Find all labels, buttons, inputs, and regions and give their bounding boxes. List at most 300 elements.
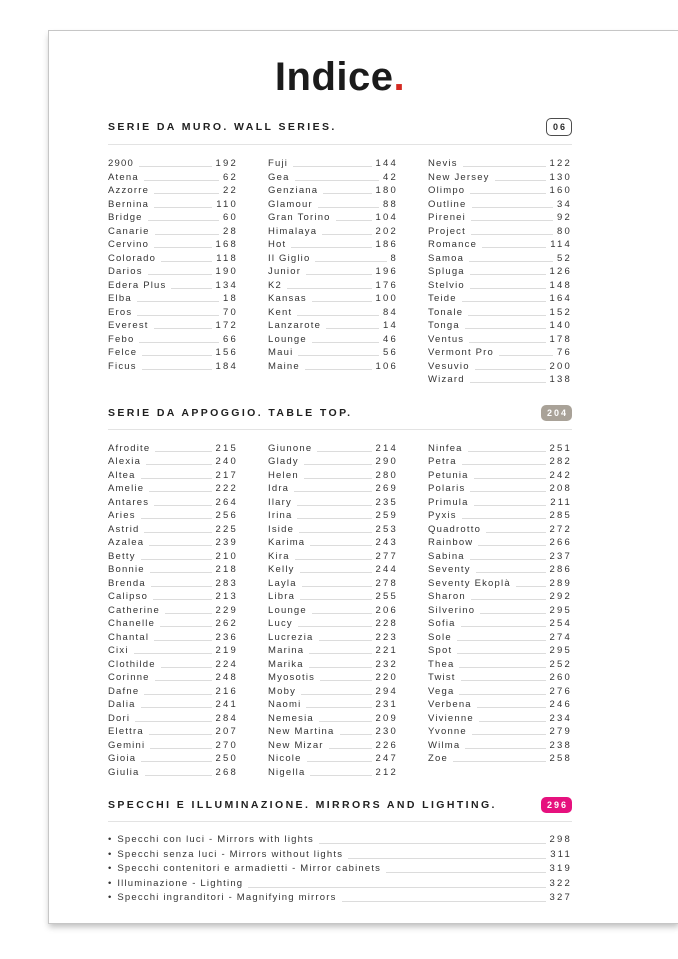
entry-name: Aries — [108, 510, 136, 521]
section-header — [108, 797, 572, 813]
dotted-leader — [301, 694, 372, 695]
dotted-leader — [298, 626, 372, 627]
bullet-icon: • — [108, 848, 112, 860]
entry-columns — [108, 157, 572, 387]
entry-page-number: 126 — [549, 266, 572, 277]
entry-name: Astrid — [108, 523, 140, 535]
dotted-leader — [306, 274, 371, 275]
entry-name: Giunone — [268, 442, 313, 454]
dotted-leader — [248, 887, 545, 888]
dotted-leader — [137, 301, 219, 302]
index-entry — [108, 469, 238, 483]
entry-page-number: 56 — [383, 347, 398, 358]
index-entry — [268, 455, 398, 469]
entry-page-number: 176 — [375, 279, 398, 291]
entry-name: Samoa — [428, 252, 465, 264]
entry-name: Alexia — [108, 456, 142, 467]
section-header — [108, 405, 572, 421]
dotted-leader — [309, 667, 372, 668]
dotted-leader — [468, 451, 546, 452]
index-entry — [108, 225, 238, 239]
index-entry — [268, 766, 398, 780]
dotted-leader — [145, 775, 212, 776]
entry-name: Lanzarote — [268, 320, 322, 331]
entry-name: Helen — [268, 469, 299, 481]
index-entry — [108, 862, 572, 877]
dotted-leader — [149, 491, 211, 492]
index-entry — [108, 550, 238, 564]
entry-name: Wilma — [428, 739, 461, 751]
entry-name: Silverino — [428, 604, 476, 616]
section-title: SPECCHI E ILLUMINAZIONE. MIRRORS AND LIGHTING. — [108, 799, 497, 811]
entry-page-number: 122 — [549, 158, 572, 169]
index-entry — [268, 306, 398, 320]
index-entry — [428, 563, 572, 577]
dotted-leader — [459, 667, 545, 668]
index-entry — [108, 346, 238, 360]
index-entry — [108, 536, 238, 550]
index-entry — [108, 279, 238, 293]
entry-name: Darios — [108, 266, 143, 277]
index-entry — [428, 292, 572, 306]
entry-page-number: 110 — [216, 198, 238, 210]
index-entry — [268, 319, 398, 333]
entry-page-number: 172 — [215, 320, 238, 331]
entry-page-number: 231 — [375, 699, 398, 710]
entry-name: Pirenei — [428, 212, 466, 223]
entry-name: Everest — [108, 320, 149, 331]
dotted-leader — [478, 545, 545, 546]
section-page-badge: 06 — [546, 118, 572, 136]
index-entry — [268, 739, 398, 753]
entry-page-number: 290 — [375, 456, 398, 467]
dotted-leader — [474, 505, 547, 506]
entry-name: Specchi con luci - Mirrors with lights — [117, 834, 314, 845]
dotted-leader — [479, 721, 546, 722]
dotted-leader — [462, 518, 546, 519]
index-entry — [428, 590, 572, 604]
entry-name: Twist — [428, 672, 456, 683]
entry-name: Olimpo — [428, 185, 466, 196]
entry-page-number: 42 — [383, 171, 398, 183]
dotted-leader — [144, 532, 211, 533]
entry-page-number: 243 — [375, 537, 398, 548]
index-entry — [268, 469, 398, 483]
index-entry — [108, 739, 238, 753]
index-entry — [428, 333, 572, 347]
index-entry — [108, 265, 238, 279]
index-entry — [268, 496, 398, 510]
entry-page-number: 210 — [215, 550, 238, 562]
entry-page-number: 229 — [215, 604, 238, 616]
entry-name: Ilary — [268, 496, 292, 508]
entry-name: Vivienne — [428, 712, 474, 724]
entry-name: Amelie — [108, 483, 145, 494]
dotted-leader — [155, 234, 219, 235]
entry-page-number: 219 — [215, 645, 238, 656]
entry-name: New Mizar — [268, 739, 324, 751]
entry-list — [108, 833, 572, 906]
dotted-leader — [137, 315, 219, 316]
entry-page-number: 14 — [383, 320, 398, 331]
dotted-leader — [148, 274, 212, 275]
entry-name: Junior — [268, 266, 302, 277]
entry-name: Catherine — [108, 604, 160, 616]
index-entry — [108, 577, 238, 591]
index-entry — [108, 319, 238, 333]
dotted-leader — [300, 599, 371, 600]
entry-page-number: 134 — [215, 279, 238, 291]
index-entry — [428, 482, 572, 496]
entry-page-number: 209 — [375, 712, 398, 724]
entry-page-number: 240 — [215, 456, 238, 467]
entry-page-number: 274 — [549, 631, 572, 643]
dotted-leader — [453, 761, 546, 762]
entry-name: Moby — [268, 685, 297, 697]
entry-page-number: 144 — [375, 158, 398, 169]
index-entry — [268, 442, 398, 456]
index-entry — [268, 698, 398, 712]
entry-name: Kansas — [268, 293, 307, 304]
entry-page-number: 322 — [549, 877, 572, 889]
entry-name: Dafne — [108, 685, 140, 697]
entry-page-number: 214 — [375, 442, 398, 454]
entry-page-number: 211 — [550, 496, 572, 508]
dotted-leader — [139, 342, 219, 343]
dotted-leader — [336, 220, 372, 221]
entry-name: Sabina — [428, 550, 465, 562]
entry-page-number: 285 — [549, 510, 572, 521]
index-entry — [428, 319, 572, 333]
index-entry — [428, 658, 572, 672]
entry-page-number: 238 — [549, 739, 572, 751]
dotted-leader — [295, 559, 372, 560]
dotted-leader — [469, 261, 553, 262]
entry-name: Dori — [108, 712, 131, 724]
entry-name: Glamour — [268, 198, 313, 210]
entry-page-number: 258 — [549, 753, 572, 764]
entry-name: New Martina — [268, 726, 335, 737]
index-entry — [428, 455, 572, 469]
dotted-leader — [300, 572, 372, 573]
entry-name: Primula — [428, 496, 469, 508]
entry-page-number: 298 — [549, 834, 572, 845]
entry-name: Vesuvio — [428, 360, 470, 372]
index-entry — [428, 469, 572, 483]
entry-name: Teide — [428, 293, 457, 304]
index-entry — [108, 877, 572, 892]
entry-name: Naomi — [268, 699, 302, 710]
header-rule — [108, 429, 572, 430]
index-entry — [108, 157, 238, 171]
dotted-leader — [463, 166, 546, 167]
entry-name: Febo — [108, 333, 135, 345]
index-entry — [268, 644, 398, 658]
entry-page-number: 190 — [215, 266, 238, 277]
dotted-leader — [469, 342, 545, 343]
entry-page-number: 252 — [549, 658, 572, 670]
dotted-leader — [322, 234, 371, 235]
index-entry — [428, 279, 572, 293]
entry-name: Nevis — [428, 158, 458, 169]
entry-page-number: 92 — [557, 212, 572, 223]
entry-page-number: 235 — [375, 496, 398, 508]
entry-name: Wizard — [428, 374, 465, 385]
entry-page-number: 8 — [390, 252, 398, 264]
dotted-leader — [165, 613, 212, 614]
entry-page-number: 148 — [549, 279, 572, 291]
dotted-leader — [291, 247, 371, 248]
index-entry — [268, 685, 398, 699]
entry-name: Elettra — [108, 726, 144, 737]
bullet-icon: • — [108, 834, 112, 845]
index-entry — [428, 184, 572, 198]
dotted-leader — [309, 653, 371, 654]
dotted-leader — [465, 748, 545, 749]
index-entry — [108, 306, 238, 320]
entry-name: Dalia — [108, 699, 136, 710]
bullet-icon: • — [108, 863, 112, 875]
entry-page-number: 246 — [549, 699, 572, 710]
index-entry — [428, 265, 572, 279]
dotted-leader — [149, 545, 211, 546]
index-entry — [108, 482, 238, 496]
entry-name: Lucrezia — [268, 631, 314, 643]
dotted-leader — [470, 382, 546, 383]
entry-name: Rainbow — [428, 537, 474, 548]
entry-name: Betty — [108, 550, 136, 562]
entry-page-number: 277 — [375, 550, 398, 562]
entry-page-number: 76 — [557, 347, 572, 358]
index-entry — [268, 631, 398, 645]
entry-name: Azalea — [108, 537, 145, 548]
dotted-leader — [150, 748, 211, 749]
entry-page-number: 152 — [549, 306, 572, 318]
index-entry — [428, 157, 572, 171]
entry-name: Petra — [428, 456, 457, 467]
index-entry — [268, 346, 398, 360]
entry-page-number: 218 — [215, 564, 238, 575]
index-entry — [428, 752, 572, 766]
entry-name: Edera Plus — [108, 279, 167, 291]
index-entry — [108, 766, 238, 780]
dotted-leader — [472, 734, 546, 735]
index-entry — [108, 752, 238, 766]
index-entry — [108, 685, 238, 699]
dotted-leader — [495, 180, 546, 181]
index-entry — [268, 577, 398, 591]
entry-page-number: 206 — [375, 604, 398, 616]
dotted-leader — [386, 872, 545, 873]
index-entry — [108, 509, 238, 523]
entry-page-number: 66 — [223, 333, 238, 345]
dotted-leader — [299, 532, 371, 533]
dotted-leader — [317, 451, 371, 452]
index-entry — [268, 725, 398, 739]
entry-page-number: 256 — [215, 510, 238, 521]
dotted-leader — [312, 613, 372, 614]
entry-name: Outline — [428, 198, 467, 210]
entry-name: Kelly — [268, 564, 295, 575]
entry-name: Kira — [268, 550, 290, 562]
entry-name: Bridge — [108, 212, 143, 223]
entry-page-number: 254 — [549, 618, 572, 629]
index-entry — [268, 523, 398, 537]
entry-page-number: 319 — [549, 863, 572, 875]
dotted-leader — [468, 315, 545, 316]
entry-name: Cixi — [108, 645, 129, 656]
dotted-leader — [142, 355, 211, 356]
entry-page-number: 327 — [549, 892, 572, 904]
entry-name: Zoe — [428, 753, 448, 764]
entry-page-number: 130 — [549, 171, 572, 183]
entry-page-number: 212 — [375, 766, 398, 778]
dotted-leader — [155, 680, 212, 681]
index-entry — [108, 292, 238, 306]
index-entry — [428, 617, 572, 631]
index-entry — [268, 252, 398, 266]
index-entry — [428, 685, 572, 699]
entry-page-number: 251 — [549, 442, 572, 454]
entry-page-number: 220 — [375, 672, 398, 683]
index-entry — [268, 563, 398, 577]
index-entry — [428, 346, 572, 360]
entry-column — [108, 442, 238, 780]
index-entry — [108, 848, 572, 863]
dotted-leader — [304, 478, 372, 479]
entry-column — [268, 157, 398, 387]
index-entry — [108, 617, 238, 631]
dotted-leader — [471, 599, 546, 600]
index-entry — [428, 238, 572, 252]
index-entry — [108, 631, 238, 645]
bullet-icon: • — [108, 892, 112, 904]
entry-page-number: 208 — [549, 483, 572, 494]
entry-name: Chantal — [108, 631, 150, 643]
index-entry — [268, 238, 398, 252]
dotted-leader — [470, 288, 546, 289]
entry-name: Verbena — [428, 699, 472, 710]
entry-page-number: 242 — [549, 469, 572, 481]
index-entry — [108, 604, 238, 618]
entry-name: Bernina — [108, 198, 150, 210]
dotted-leader — [171, 288, 211, 289]
dotted-leader — [329, 748, 372, 749]
index-entry — [108, 238, 238, 252]
dotted-leader — [477, 707, 546, 708]
entry-page-number: 234 — [549, 712, 572, 724]
index-section — [108, 797, 572, 906]
dotted-leader — [161, 261, 212, 262]
index-entry — [108, 698, 238, 712]
entry-page-number: 184 — [215, 360, 238, 372]
entry-name: K2 — [268, 279, 283, 291]
entry-name: Sofia — [428, 618, 456, 629]
header-rule — [108, 821, 572, 822]
dotted-leader — [461, 626, 546, 627]
entry-page-number: 269 — [375, 483, 398, 494]
entry-name: Maui — [268, 347, 294, 358]
index-entry — [428, 211, 572, 225]
dotted-leader — [141, 478, 212, 479]
entry-page-number: 104 — [375, 212, 398, 223]
index-entry — [428, 631, 572, 645]
entry-name: Il Giglio — [268, 252, 311, 264]
header-rule — [108, 144, 572, 145]
page-content — [49, 31, 572, 906]
entry-page-number: 221 — [375, 645, 398, 656]
dotted-leader — [298, 355, 379, 356]
index-entry — [268, 198, 398, 212]
entry-page-number: 295 — [549, 645, 572, 656]
index-entry — [108, 891, 572, 906]
entry-name: Vermont Pro — [428, 347, 495, 358]
entry-name: Atena — [108, 171, 139, 183]
entry-page-number: 259 — [375, 510, 398, 521]
entry-page-number: 114 — [550, 239, 572, 250]
entry-column — [108, 157, 238, 387]
dotted-leader — [340, 734, 372, 735]
dotted-leader — [486, 532, 545, 533]
dotted-leader — [142, 369, 212, 370]
index-entry — [268, 604, 398, 618]
index-entry — [268, 550, 398, 564]
index-section — [108, 118, 572, 387]
entry-name: Azzorre — [108, 185, 150, 196]
index-entry — [268, 184, 398, 198]
entry-column — [268, 442, 398, 780]
entry-page-number: 22 — [223, 185, 238, 196]
index-entry — [268, 658, 398, 672]
dotted-leader — [141, 707, 212, 708]
index-entry — [108, 712, 238, 726]
entry-name: Project — [428, 225, 466, 237]
dotted-leader — [146, 464, 211, 465]
entry-page-number: 289 — [549, 577, 572, 589]
entry-name: Iside — [268, 523, 295, 535]
entry-name: Specchi contenitori e armadietti - Mirror cabinets — [117, 863, 382, 875]
index-entry — [108, 333, 238, 347]
dotted-leader — [310, 545, 371, 546]
entry-name: Giulia — [108, 766, 140, 778]
index-entry — [428, 373, 572, 387]
dotted-leader — [161, 667, 212, 668]
entry-page-number: 279 — [549, 726, 572, 737]
index-entry — [268, 211, 398, 225]
entry-page-number: 228 — [375, 618, 398, 629]
entry-name: Elba — [108, 293, 132, 304]
index-entry — [268, 482, 398, 496]
entry-name: Chanelle — [108, 618, 156, 629]
entry-name: Bonnie — [108, 564, 145, 575]
entry-page-number: 264 — [215, 496, 238, 508]
entry-name: Lucy — [268, 618, 293, 629]
index-entry — [428, 523, 572, 537]
index-entry — [268, 671, 398, 685]
entry-name: Thea — [428, 658, 455, 670]
entry-page-number: 222 — [215, 483, 238, 494]
index-entry — [108, 360, 238, 374]
dotted-leader — [348, 858, 546, 859]
entry-name: Tonga — [428, 320, 460, 331]
page-title-text: Indice — [274, 55, 394, 99]
entry-page-number: 262 — [215, 618, 238, 629]
entry-page-number: 180 — [375, 185, 398, 196]
dotted-leader — [476, 572, 546, 573]
index-entry — [268, 292, 398, 306]
index-entry — [268, 333, 398, 347]
entry-page-number: 295 — [549, 604, 572, 616]
